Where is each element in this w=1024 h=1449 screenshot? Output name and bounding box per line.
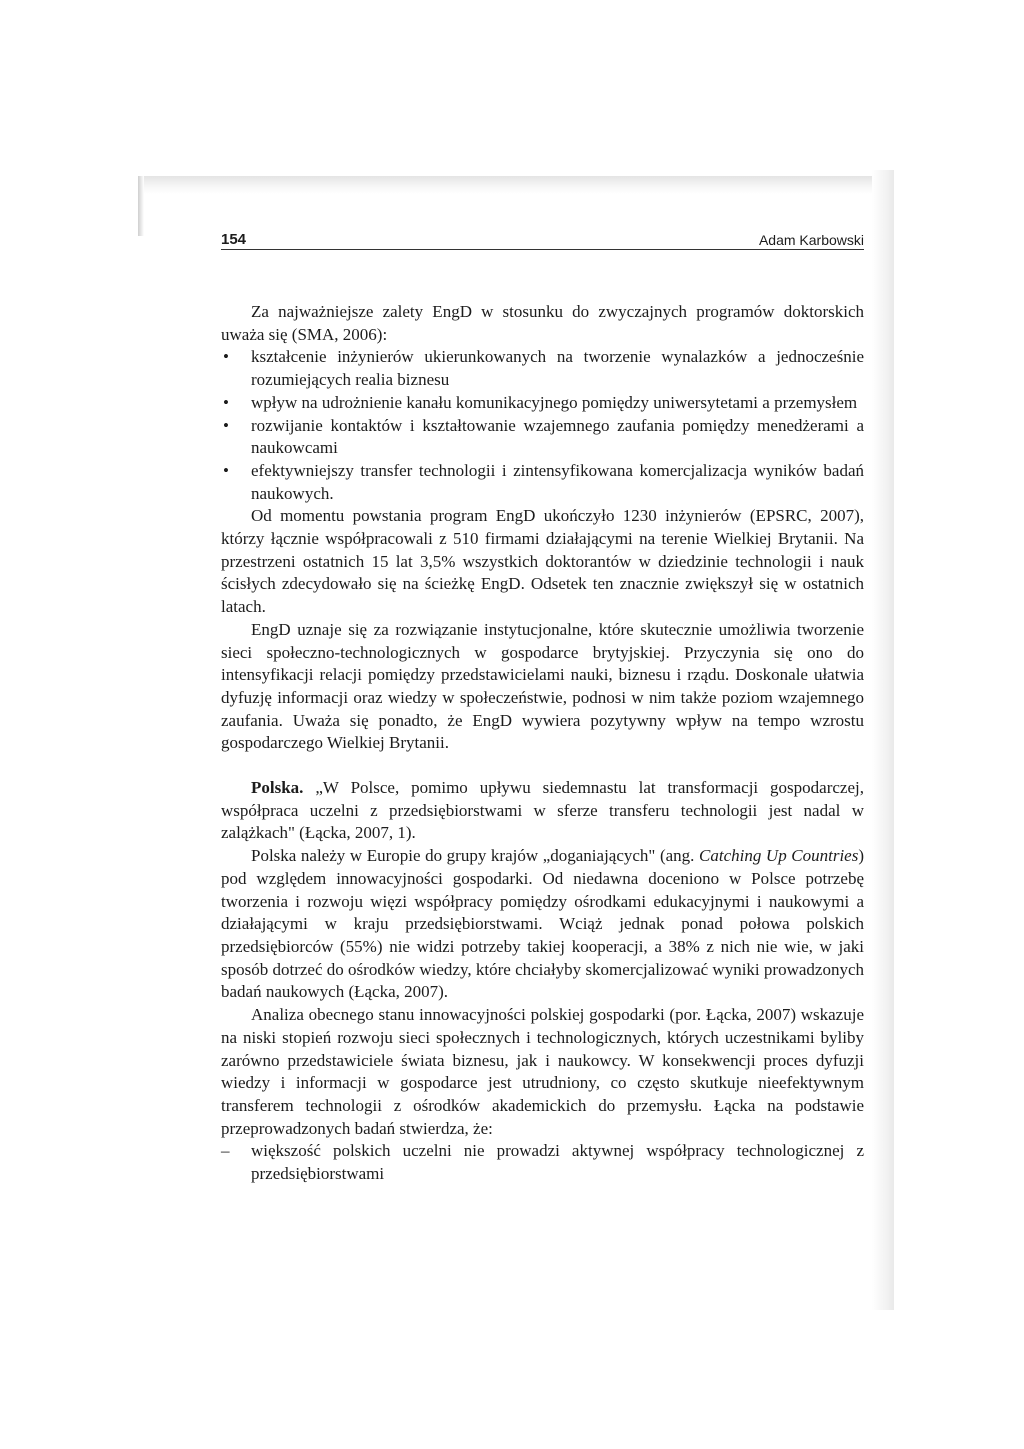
book-page xyxy=(221,226,864,1186)
list-item: • rozwijanie kontaktów i kształtowanie wzajemnego zaufania pomiędzy menedżerami a naukowcami xyxy=(221,415,864,460)
catching-up-text-start: Polska należy w Europie do grupy krajów „doganiających" (ang. xyxy=(251,846,695,866)
running-header xyxy=(221,226,864,250)
paragraph-polska xyxy=(221,777,864,845)
paragraph-catching-up xyxy=(221,845,864,1004)
page-number: 154 xyxy=(221,231,247,248)
scan-shadow-right xyxy=(872,170,894,1310)
list-item: – większość polskich uczelni nie prowadzi aktywnej współpracy technologicznej z przedsiębiorstwami xyxy=(221,1140,864,1185)
body-text xyxy=(221,301,864,1186)
scan-shadow-left xyxy=(138,176,144,236)
catching-up-text-end: ) pod względem innowacyjności gospodarki. Od niedawna doceniono w Polsce potrzebę tworzenia i rozwoju więzi współpracy pomiędzy ośrodkami edukacyjnymi i naukowymi a działającymi w kraju przedsiębiorstwami. Wciąż jednak ponad połowa polskich przedsiębiorców (55%) nie widzi potrzeby takiej kooperacji, a 38% z nich nie wie, w jaki sposób dotrzeć do ośrodków wiedzy, które chciałyby skomercjalizować wyniki prowadzonych badań naukowych (Łącka, 2007). xyxy=(221,846,865,1002)
list-item: • wpływ na udrożnienie kanału komunikacyjnego pomiędzy uniwersytetami a przemysłem xyxy=(221,392,864,415)
running-author: Adam Karbowski xyxy=(758,232,864,248)
paragraph-engd-institution: EngD uznaje się za rozwiązanie instytucjonalne, które skutecznie umożliwia tworzenie sieci społeczno-technologicznych w gospodarce brytyjskiej. Przyczynia się ono do intensyfikacji relacji pomiędzy przedstawicielami nauki, biznesu i rządu. Doskonale ułatwia dyfuzję informacji oraz wiedzy w społeczeństwie, podnosi w nim także poziom wzajemnego zaufania. Uważa się ponadto, że EngD wywiera pozytywny wpływ na tempo wzrostu gospodarczego Wielkiej Brytanii. xyxy=(221,619,864,753)
intro-paragraph: Za najważniejsze zalety EngD w stosunku do zwyczajnych programów doktorskich uważa się (SMA, 2006): xyxy=(221,302,864,344)
list-item: • efektywniejszy transfer technologii i zintensyfikowana komercjalizacja wyników badań naukowych. xyxy=(221,460,864,505)
paragraph-engd-graduates: Od momentu powstania program EngD ukończyło 1230 inżynierów (EPSRC, 2007), którzy łącznie współpracowali z 510 firmami działającymi na terenie Wielkiej Brytanii. Na przestrzeni ostatnich 15 lat 3,5% wszystkich doktorantów w dziedzinie technologii i nauk ścisłych zdecydowało się na ścieżkę EngD. Odsetek ten znacznie zwiększył się w ostatnich latach. xyxy=(221,506,864,617)
list-item: • kształcenie inżynierów ukierunkowanych na tworzenie wynalazków a jednocześnie rozumiejących realia biznesu xyxy=(221,346,864,391)
advantages-list xyxy=(221,346,864,505)
scan-shadow-top xyxy=(140,176,890,194)
findings-list xyxy=(221,1140,864,1185)
polska-quote: „W Polsce, pomimo upływu siedemnastu lat transformacji gospodarczej, współpraca uczelni z przedsiębiorstwami w sferze transferu technologii jest nadal w zalążkach" (Łącka, 2007, 1). xyxy=(221,778,864,843)
catching-up-term: Catching Up Countries xyxy=(699,846,859,866)
section-heading-polska: Polska. xyxy=(251,778,304,798)
section-spacer xyxy=(221,755,864,777)
paragraph-analysis: Analiza obecnego stanu innowacyjności polskiej gospodarki (por. Łącka, 2007) wskazuje na niski stopień rozwoju sieci społecznych i technologicznych, których uczestnikami byliby zarówno przedstawiciele świata biznesu, jak i naukowcy. W konsekwencji proces dyfuzji wiedzy i informacji w gospodarce jest utrudniony, co często skutkuje nieefektywnym transferem technologii z ośrodków akademickich do przemysłu. Łącka na podstawie przeprowadzonych badań stwierdza, że: xyxy=(221,1005,864,1138)
